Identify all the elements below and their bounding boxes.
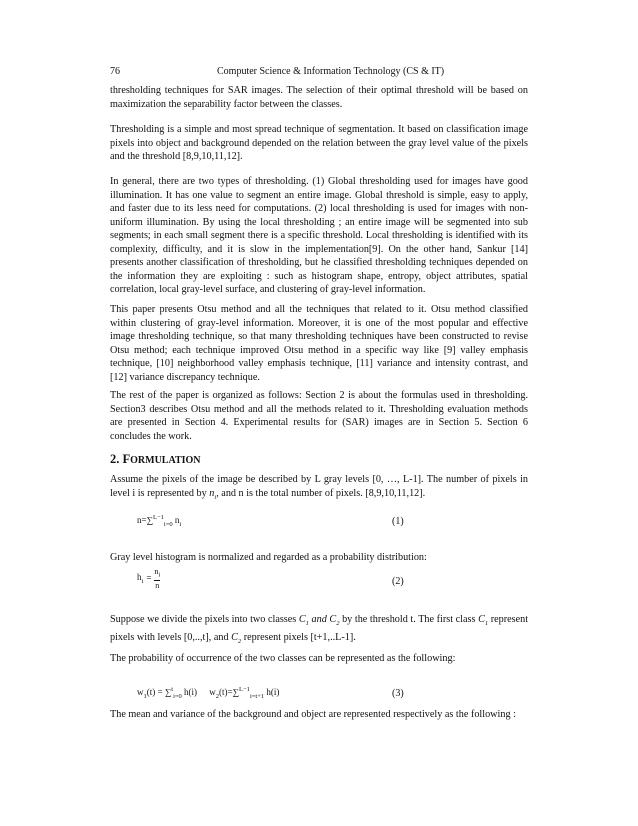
equation-1: n=∑$^{L-1}_{i=0}$ $n_i$ bbox=[137, 514, 182, 528]
paragraph-thresholding-definition: Thresholding is a simple and most spread technique of segmentation. It based on classification image pixels into object and background depended on the relation between the gray level value of the pixels and the threshold [8,9,10,11,12]. bbox=[110, 124, 528, 162]
paragraph-probability: The probability of occurrence of the two classes can be represented as the following: bbox=[110, 653, 456, 664]
paragraph-mean-variance: The mean and variance of the background and object are represented respectively as the following : bbox=[110, 709, 516, 720]
math-c2-ref: $C_2$ bbox=[231, 631, 242, 645]
journal-title: Computer Science & Information Technology (CS & IT) bbox=[217, 66, 445, 77]
equation-3-number: (3) bbox=[392, 688, 404, 699]
paragraph-thresholding-types: In general, there are two types of thresholding. (1) Global thresholding used for images have good illumination. It has one value to segment an entire image. Global threshold is simple, easy to apply, and faster due to its less need for computations. (2) local thresholding is used for images with non-uniform illumination. By using the local thresholding ; an entire image will be segmented into sub segments; in each small segment there is a specific threshold. Local thresholding is identified with its complexity, difficulty, and it is slow in the implementation[9]. On the other hand, Sankur [14] presents another classification of thresholding, but he classified thresholding techniques depended on the information they are exploiting : such as histogram shape, entropy, object attributes, spatial correlation, local gray-level surface, and clustering of gray-level information. bbox=[110, 176, 528, 295]
section-title-rest: ORMULATION bbox=[130, 455, 201, 466]
section-number: 2. bbox=[110, 452, 120, 466]
equation-2-number: (2) bbox=[392, 576, 404, 587]
equation-1-number: (1) bbox=[392, 516, 404, 527]
paragraph-gray-levels: Assume the pixels of the image be described by L gray levels [0, …, L-1]. The number of pixels in level i is represented by $n_i$, and n is the total number of pixels. [8,9,10,11,12]. bbox=[110, 474, 528, 501]
paragraph-intro-continued: thresholding techniques for SAR images. The selection of their optimal threshold will be based on maximization the separability factor between the classes. bbox=[110, 85, 528, 110]
equation-3: $w_1(t) = \sum^t_{i=0}$ h(i) $w_2(t)=\sum^{L-1}_{i=t+1}$ h(i) bbox=[137, 686, 280, 700]
math-c1-ref: $C_1$ bbox=[478, 614, 489, 628]
paragraph-histogram: Gray level histogram is normalized and regarded as a probability distribution: bbox=[110, 552, 427, 563]
page-number: 76 bbox=[110, 66, 120, 77]
paragraph-two-classes: Suppose we divide the pixels into two classes $C_1$ and $C_2$ by the threshold t. The first class $C_1$ represent pixels with levels [0,..,t], and $C_2$ represent pixels [t+1,..L-1]. bbox=[110, 614, 529, 645]
paragraph-otsu-overview: This paper presents Otsu method and all the techniques that related to it. Otsu method classified within clustering of gray-level information. Moreover, it is one of the most popular and effective image thresholding technique, so that many thresholding techniques have been constructed to revise Otsu method; each technique improved Otsu method in a specific way like [9] valley emphasis technique, [10] neighborhood valley emphasis technique, [11] variance and intensity contrast, and [12] variance discrepancy technique. bbox=[110, 304, 528, 383]
math-c1: $C_1$ bbox=[298, 614, 309, 628]
math-c2: $C_2$ bbox=[329, 614, 340, 628]
math-ni: $n_i$ bbox=[209, 487, 217, 501]
equation-2: $h_i$ = $\frac{n_i}{n}$ bbox=[137, 567, 161, 590]
paragraph-organization: The rest of the paper is organized as follows: Section 2 is about the formulas used in thresholding. Section3 describes Otsu method and all the methods related to it. Thresholding evaluation methods are presented in Section 4. Experimental results for (SAR) images are in Section 5. Section 6 concludes the work. bbox=[110, 390, 528, 442]
section-title-initial: F bbox=[122, 452, 131, 466]
section-heading bbox=[110, 452, 201, 467]
